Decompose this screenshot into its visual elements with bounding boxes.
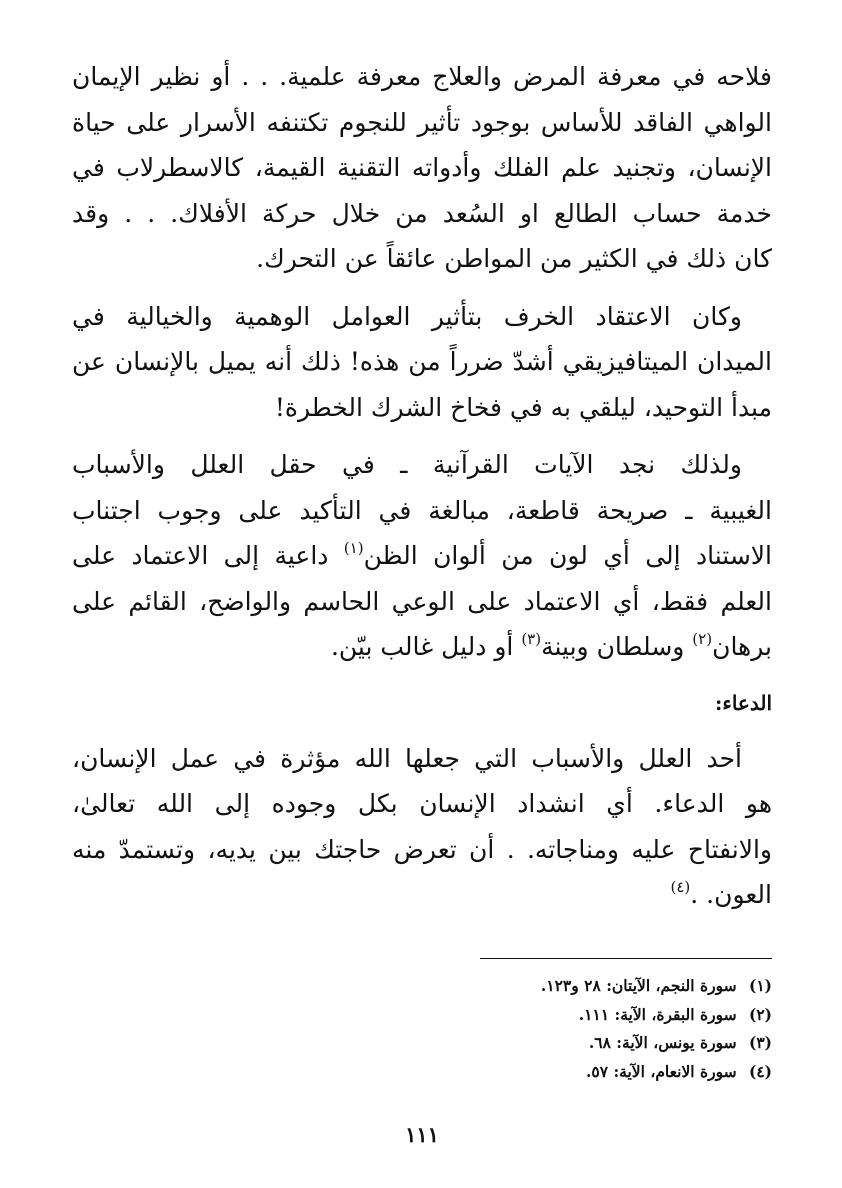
- paragraph-1: [72, 54, 772, 282]
- footnote-text: سورة الانعام، الآية: ٥٧.: [585, 1061, 737, 1081]
- footnote-number: (٣): [748, 1033, 772, 1052]
- footnote-number: (١): [748, 976, 772, 995]
- text-line: كان ذلك في الكثير من المواطن عائقاً عن التحرك.: [256, 244, 772, 273]
- text-line: ولذلك نجد الآيات القرآنية ـ في حقل العلل والأسباب: [72, 450, 742, 479]
- text-line: [72, 533, 772, 579]
- footnote-item: [541, 972, 772, 1001]
- footnote-marker-3: (٣): [521, 630, 542, 648]
- footnote-item: [541, 1058, 772, 1087]
- footnote-number: (٤): [748, 1061, 772, 1081]
- footnotes: [541, 972, 772, 1086]
- text-line: الميدان الميتافيزيقي أشدّ ضرراً من هذه! ذلك أنه يميل بالإنسان عن: [72, 347, 772, 376]
- footnote-number: (٢): [748, 1004, 772, 1024]
- text-segment: أو دليل غالب بيّن.: [330, 632, 514, 661]
- text-segment: العون. .: [690, 880, 772, 909]
- text-line: وكان الاعتقاد الخرف بتأثير العوامل الوهمية والخيالية في: [72, 301, 742, 331]
- footnote-text: سورة يونس، الآية: ٦٨.: [588, 1033, 737, 1052]
- footnote-text: سورة النجم، الآيتان: ٢٨ و١٢٣.: [540, 976, 737, 995]
- text-line: الإنسان، وتجنيد علم الفلك وأدواته التقنية القيمة، كالاسطرلاب في: [72, 153, 772, 182]
- text-segment: وسلطان وبينة: [541, 632, 685, 661]
- paragraph-3: [72, 442, 772, 670]
- footnote-item: [541, 1001, 772, 1030]
- text-line: خدمة حساب الطالع او السُعد من خلال حركة الأفلاك. . . وقد: [72, 198, 772, 228]
- text-segment: برهان: [712, 632, 772, 661]
- text-line: [72, 872, 772, 918]
- footnote-marker-1: (١): [343, 539, 364, 557]
- page-number: ١١١: [405, 1122, 439, 1147]
- text-line: العلم فقط، أي الاعتماد على الوعي الحاسم والواضح، القائم على: [72, 586, 772, 616]
- text-line: والانفتاح عليه ومناجاته. . أن تعرض حاجتك بين يديه، وتستمدّ منه: [72, 834, 772, 864]
- text-line: مبدأ التوحيد، ليلقي به في فخاخ الشرك الخطرة!: [274, 392, 772, 422]
- footnote-marker-2: (٢): [692, 630, 713, 648]
- paragraph-4: [72, 736, 772, 918]
- paragraph-2: [72, 294, 772, 431]
- text-line: فلاحه في معرفة المرض والعلاج معرفة علمية. . . أو نظير الإيمان: [72, 62, 772, 91]
- text-segment: الاستناد إلى أي لون من ألوان الظن: [363, 541, 772, 570]
- footnote-marker-4: (٤): [670, 878, 691, 896]
- footnote-text: سورة البقرة، الآية: ١١١.: [578, 1004, 737, 1024]
- text-line: هو الدعاء. أي انشداد الإنسان بكل وجوده إلى الله تعالىٰ،: [72, 789, 772, 818]
- text-segment: داعية إلى الاعتماد على: [72, 541, 329, 570]
- footnote-divider: [480, 958, 772, 959]
- text-line: الواهي الفاقد للأساس بوجود تأثير للنجوم تكتنفه الأسرار على حياة: [72, 107, 772, 137]
- text-line: [72, 624, 772, 670]
- text-line: الغيبية ـ صريحة قاطعة، مبالغة في التأكيد على وجوب اجتناب: [72, 495, 772, 525]
- footnote-item: [541, 1029, 772, 1058]
- text-line: أحد العلل والأسباب التي جعلها الله مؤثرة في عمل الإنسان،: [72, 743, 742, 773]
- book-page: [72, 54, 772, 1188]
- section-heading: الدعاء:: [715, 690, 772, 715]
